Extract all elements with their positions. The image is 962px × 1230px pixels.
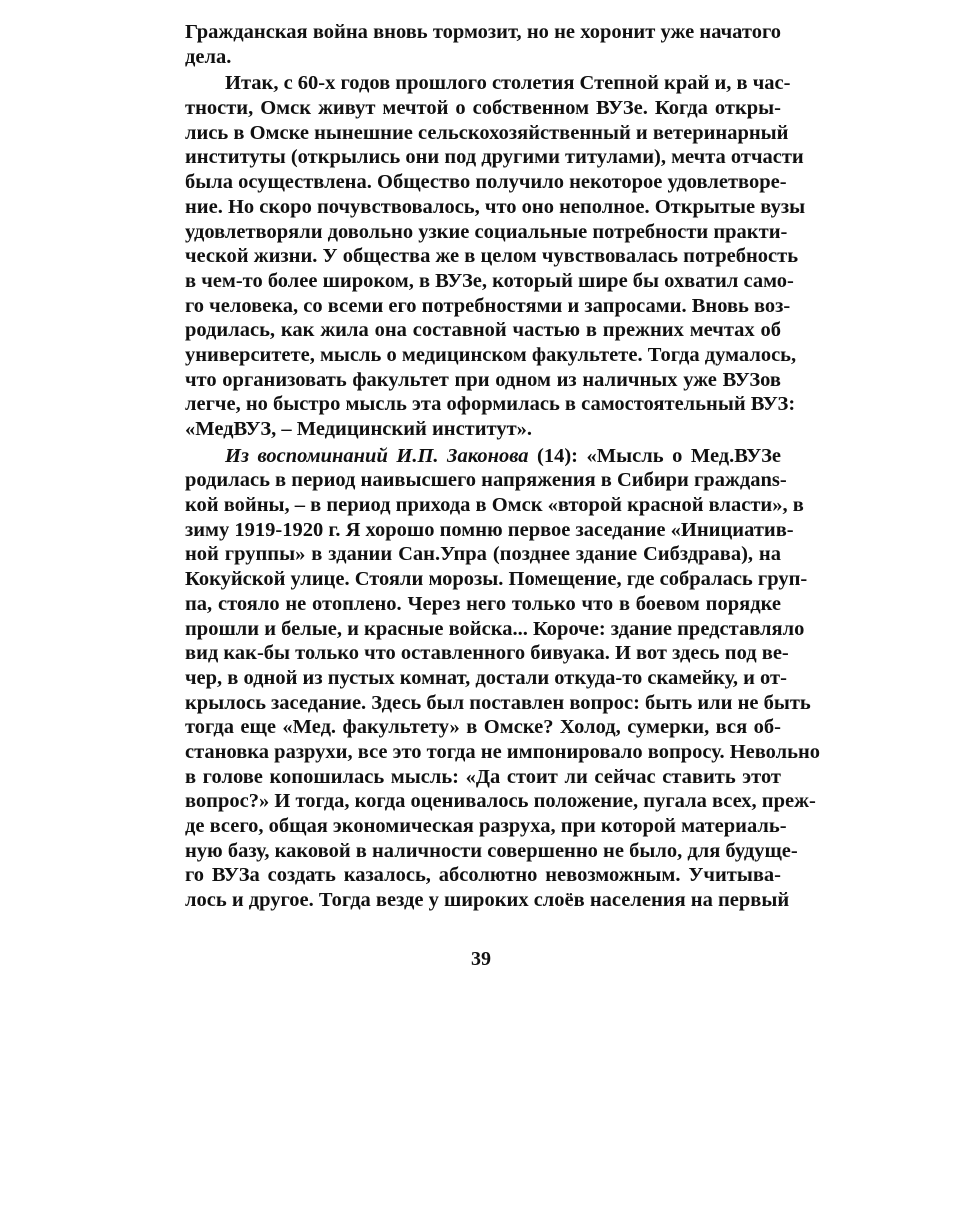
text-line: что организовать факультет при одном из наличных уже ВУЗов bbox=[185, 368, 781, 391]
text-line: чер, в одной из пустых комнат, достали откуда-то скамейку, и от- bbox=[185, 666, 787, 689]
text-line: институты (открылись они под другими титулами), мечта отчасти bbox=[185, 146, 804, 169]
text-line: крылось заседание. Здесь был поставлен вопрос: быть или не быть bbox=[185, 691, 811, 714]
text-line: де всего, общая экономическая разруха, при которой материаль- bbox=[185, 815, 787, 837]
text-line: кой войны, – в период прихода в Омск «второй красной власти», в bbox=[185, 494, 804, 517]
text-line: вид как-бы только что оставленного бивуака. И вот здесь под ве- bbox=[185, 642, 789, 665]
page-number: 39 bbox=[471, 948, 491, 970]
text-line: Гражданская война вновь тормозит, но не хоронит уже начатого bbox=[185, 21, 781, 43]
text-line: ную базу, каковой в наличности совершенно не было, для будуще- bbox=[185, 839, 798, 862]
text-line: тогда еще «Мед. факультету» в Омске? Холод, сумерки, вся об- bbox=[185, 716, 781, 739]
text-fragment: (14): «Мысль о Мед.ВУЗе bbox=[528, 444, 781, 467]
text-line bbox=[185, 444, 781, 469]
paragraph-1 bbox=[185, 20, 781, 69]
text-line: родилась в период наивысшего напряжения в Сибири граждans- bbox=[185, 469, 787, 492]
text-line: университете, мысль о медицинском факультете. Тогда думалось, bbox=[185, 343, 797, 366]
text-line: ние. Но скоро почувствовалось, что оно неполное. Открытые вузы bbox=[185, 195, 806, 218]
text-line: Итак, с 60-х годов прошлого столетия Степной край и, в час- bbox=[225, 72, 791, 95]
text-line: дела. bbox=[185, 45, 232, 68]
text-line: зиму 1919-1920 г. Я хорошо помню первое заседание «Инициатив- bbox=[185, 518, 794, 541]
text-line: вопрос?» И тогда, когда оценивалось положение, пугала всех, преж- bbox=[185, 790, 816, 813]
text-line: в чем-то более широком, в ВУЗе, который шире бы охватил само- bbox=[185, 269, 794, 292]
text-line: лось и другое. Тогда везде у широких слоёв населения на первый bbox=[185, 889, 790, 912]
text-line: Кокуйской улице. Стояли морозы. Помещение, где собралась груп- bbox=[185, 568, 808, 591]
paragraph-3 bbox=[185, 444, 821, 913]
text-line: легче, но быстро мысль эта оформилась в самостоятельный ВУЗ: bbox=[185, 393, 796, 416]
text-line: удовлетворяли довольно узкие социальные потребности практи- bbox=[185, 220, 788, 243]
text-line: го ВУЗа создать казалось, абсолютно невозможным. Учитыва- bbox=[185, 864, 781, 887]
page-text-block bbox=[185, 20, 821, 913]
text-line: ческой жизни. У общества же в целом чувствовалась потребность bbox=[185, 245, 799, 268]
text-line: па, стояло не отоплено. Через него только что в боевом порядке bbox=[185, 592, 781, 615]
text-line: в голове копошилась мысль: «Да стоит ли сейчас ставить этот bbox=[185, 765, 781, 788]
text-line: родилась, как жила она составной частью в прежних мечтах об bbox=[185, 319, 781, 342]
text-line: лись в Омске нынешние сельскохозяйственный и ветеринарный bbox=[185, 121, 789, 144]
text-line: тности, Омск живут мечтой о собственном ВУЗе. Когда откры- bbox=[185, 97, 781, 120]
text-line: прошли и белые, и красные войска... Короче: здание представляло bbox=[185, 617, 805, 640]
text-line: го человека, со всеми его потребностями и запросами. Вновь воз- bbox=[185, 294, 791, 317]
text-line: была осуществлена. Общество получило некоторое удовлетворе- bbox=[185, 171, 787, 194]
text-line: ной группы» в здании Сан.Упра (позднее здание Сибздрава), на bbox=[185, 543, 781, 566]
paragraph-2 bbox=[185, 71, 806, 441]
text-line: «МедВУЗ, – Медицинский институт». bbox=[185, 418, 533, 440]
source-attribution: Из воспоминаний И.П. Законова bbox=[225, 444, 529, 467]
text-line: становка разрухи, все это тогда не импонировало вопросу. Невольно bbox=[185, 740, 821, 763]
